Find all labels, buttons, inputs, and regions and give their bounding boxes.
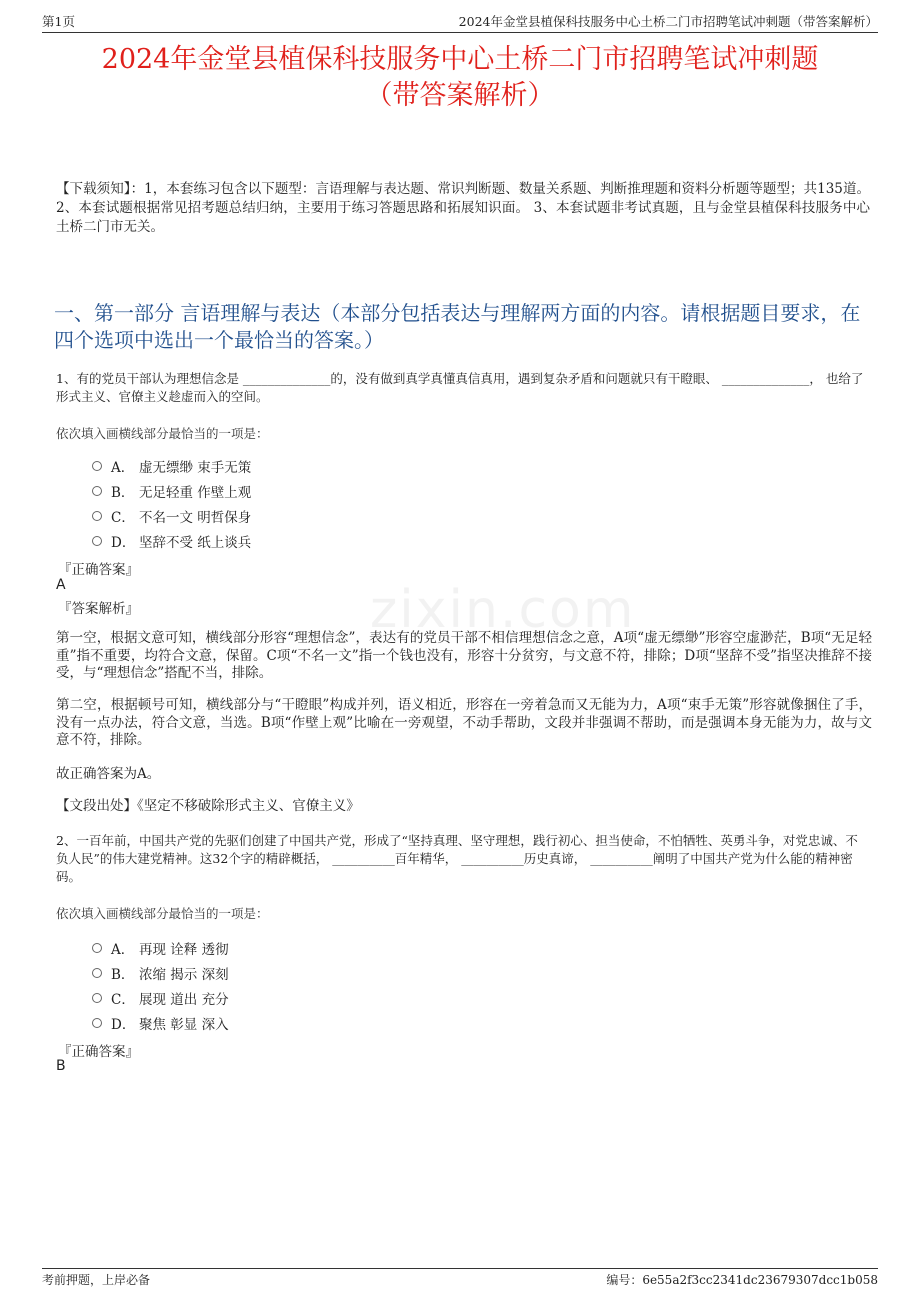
option-letter: B． (111, 966, 135, 983)
footer-rule (42, 1268, 878, 1270)
option-text: 无足轻重 作壁上观 (139, 484, 252, 501)
document-title-line2: （带答案解析） (365, 80, 555, 111)
option-letter: C． (111, 509, 135, 526)
question-2-text: 2、一百年前，中国共产党的先驱们创建了中国共产党，形成了“坚持真理、坚守理想，践行初心、担当使命，不怕牺牲、英勇斗争，对党忠诚、不负人民”的伟大建党精神。这32个字的精辟概括， __________百年精华， __________历史真谛， __________阐明了中国共产党为什么能的精神密码。 (56, 833, 858, 884)
question-2-option-d[interactable] (92, 1010, 229, 1035)
question-2-answer-label: 『正确答案』 (58, 1044, 139, 1060)
document-title-line1: 2024年金堂县植保科技服务中心土桥二门市招聘笔试冲刺题 (101, 44, 819, 75)
question-1-answer: A (56, 577, 66, 593)
radio-icon[interactable] (92, 486, 102, 496)
question-1-prompt: 依次填入画横线部分最恰当的一项是： (56, 426, 269, 441)
question-1-conclusion: 故正确答案为A。 (56, 766, 161, 782)
option-text: 聚焦 彰显 深入 (139, 1016, 229, 1033)
radio-icon[interactable] (92, 511, 102, 521)
radio-icon[interactable] (92, 461, 102, 471)
question-1-option-b[interactable] (92, 478, 251, 503)
radio-icon[interactable] (92, 993, 102, 1003)
radio-icon[interactable] (92, 943, 102, 953)
option-text: 坚辞不受 纸上谈兵 (139, 534, 252, 551)
question-1-text: 1、有的党员干部认为理想信念是 ______________的，没有做到真学真懂真信真用，遇到复杂矛盾和问题就只有干瞪眼、 ______________， 也给了形式主义、官僚主义趁虚而入的空间。 (56, 371, 864, 404)
question-2-option-b[interactable] (92, 960, 229, 985)
option-letter: D． (111, 1016, 136, 1033)
option-text: 虚无缥缈 束手无策 (139, 459, 252, 476)
radio-icon[interactable] (92, 968, 102, 978)
radio-icon[interactable] (92, 536, 102, 546)
document-title (40, 42, 880, 114)
question-1-option-c[interactable] (92, 503, 251, 528)
question-1-answer-label: 『正确答案』 (58, 562, 139, 578)
question-2-options (92, 935, 229, 1035)
option-text: 不名一文 明哲保身 (139, 509, 252, 526)
option-letter: B． (111, 484, 135, 501)
question-2-option-c[interactable] (92, 985, 229, 1010)
footer-doc-id: 编号：6e55a2f3cc2341dc23679307dcc1b058 (606, 1273, 878, 1287)
page-header (42, 12, 878, 33)
question-2-option-a[interactable] (92, 935, 229, 960)
watermark: zixin.com (370, 580, 636, 640)
option-text: 再现 诠释 透彻 (139, 941, 229, 958)
option-letter: C． (111, 991, 135, 1008)
footer-slogan: 考前押题，上岸必备 (42, 1273, 151, 1287)
question-1-options (92, 453, 251, 553)
header-title: 2024年金堂县植保科技服务中心土桥二门市招聘笔试冲刺题（带答案解析） (458, 14, 878, 29)
download-notice: 【下载须知】：1，本套练习包含以下题型：言语理解与表达题、常识判断题、数量关系题、判断推理题和资料分析题等题型；共135道。 2、本套试题根据常见招考题总结归纳，主要用于练习答题思路和拓展知识面。 3、本套试题非考试真题，且与金堂县植保科技服务中心土桥二门市无关。 (56, 181, 870, 235)
question-1-option-a[interactable] (92, 453, 251, 478)
question-1-source: 【文段出处】《坚定不移破除形式主义、官僚主义》 (56, 798, 360, 814)
option-letter: A． (111, 941, 135, 958)
question-1-analysis-paragraph-1: 第一空，根据文意可知，横线部分形容“理想信念”，表达有的党员干部不相信理想信念之意，A项“虚无缥缈”形容空虚渺茫，B项“无足轻重”指不重要，均符合文意，保留。C项“不名一文”指一个钱也没有，形容十分贫穷，与文意不符，排除；D项“坚辞不受”指坚决推辞不接受，与“理想信念”搭配不当，排除。 (56, 630, 872, 681)
option-text: 展现 道出 充分 (139, 991, 229, 1008)
option-letter: A． (111, 459, 135, 476)
option-letter: D． (111, 534, 136, 551)
radio-icon[interactable] (92, 1018, 102, 1028)
option-text: 浓缩 揭示 深刻 (139, 966, 229, 983)
question-1-analysis-paragraph-2: 第二空，根据顿号可知，横线部分与“干瞪眼”构成并列，语义相近，形容在一旁着急而又无能为力，A项“束手无策”形容就像捆住了手，没有一点办法，符合文意，当选。B项“作壁上观”比喻在一旁观望，不动手帮助，文段并非强调不帮助，而是强调本身无能为力，故与文意不符，排除。 (56, 697, 872, 748)
page-number: 第1页 (42, 14, 75, 29)
section-heading: 一、第一部分 言语理解与表达（本部分包括表达与理解两方面的内容。请根据题目要求，在四个选项中选出一个最恰当的答案。） (54, 301, 861, 352)
question-2-prompt: 依次填入画横线部分最恰当的一项是： (56, 906, 269, 921)
question-1-analysis-label: 『答案解析』 (58, 601, 139, 617)
question-1-option-d[interactable] (92, 528, 251, 553)
question-2-answer: B (56, 1058, 66, 1074)
